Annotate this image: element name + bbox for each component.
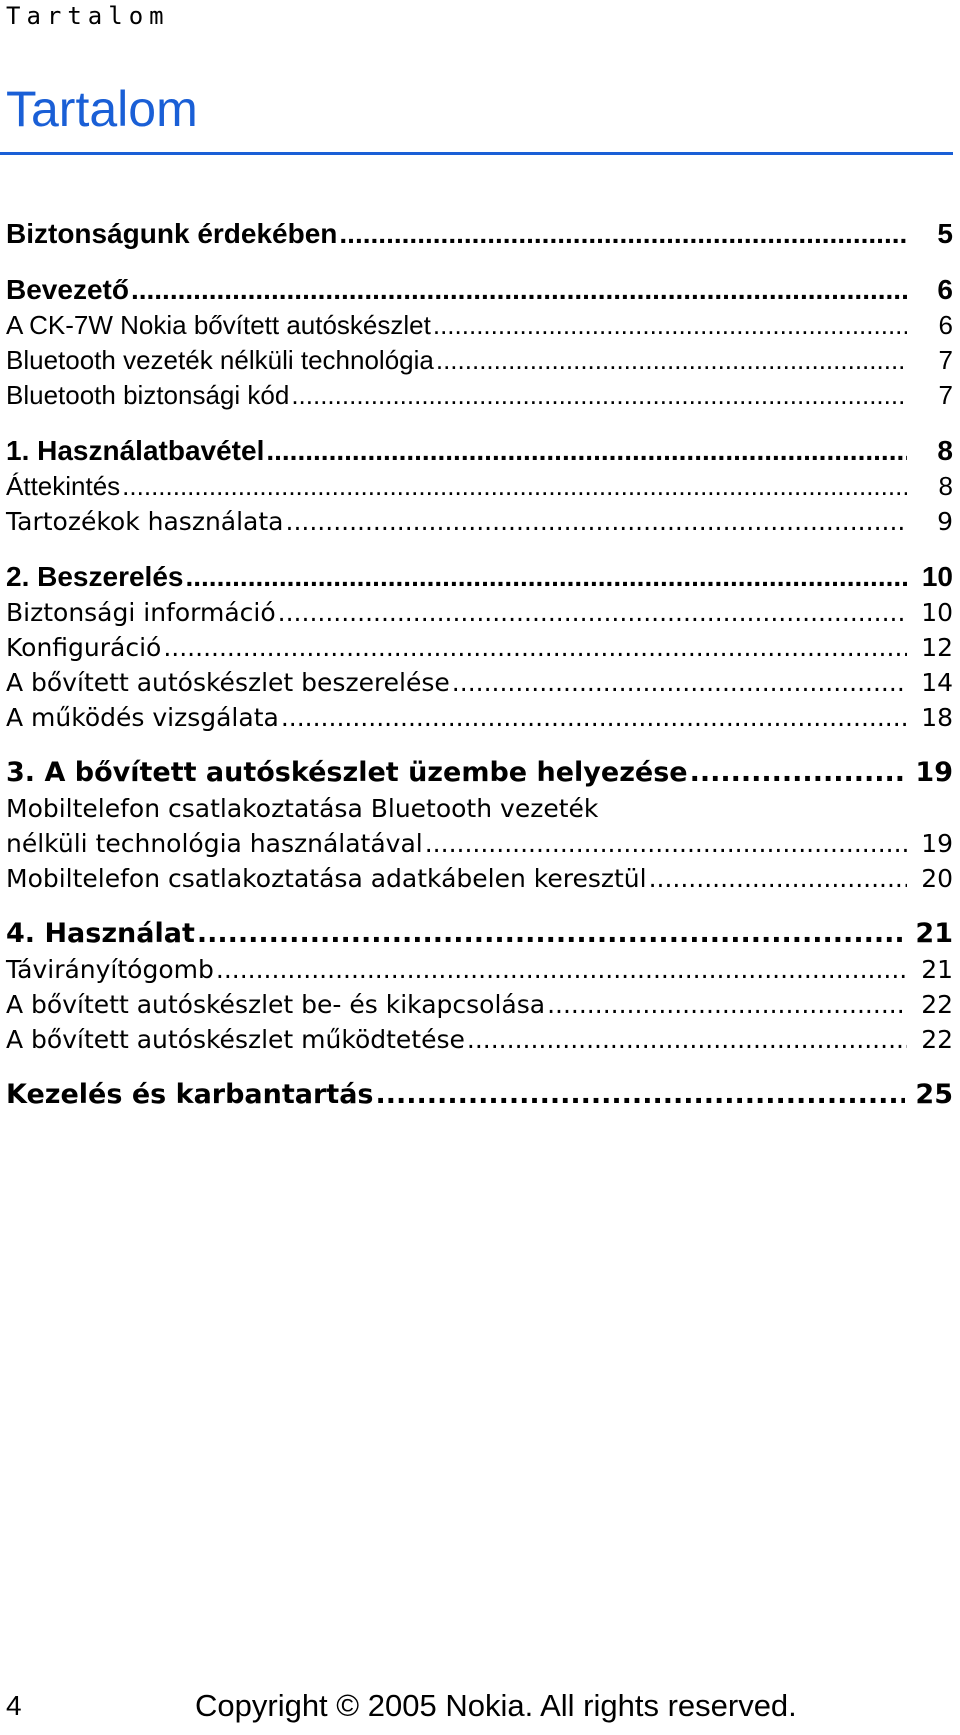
table-of-contents (6, 215, 953, 1132)
toc-page-number: 14 (921, 668, 953, 697)
toc-section-entry[interactable] (6, 915, 953, 952)
toc-entry-text: A bővített autóskészlet beszerelése (6, 668, 450, 697)
toc-page-number: 21 (921, 955, 953, 984)
toc-section-entry[interactable] (6, 754, 953, 791)
toc-entry[interactable] (6, 952, 953, 987)
dot-leader (131, 271, 907, 308)
dot-leader (281, 700, 907, 735)
toc-entry-text[interactable]: Mobiltelefon csatlakoztatása Bluetooth vezeték (6, 794, 599, 823)
toc-entry[interactable] (6, 1022, 953, 1057)
toc-page-number: 9 (937, 507, 953, 536)
toc-entry-text: nélküli technológia használatával (6, 829, 423, 858)
dot-leader (197, 915, 906, 952)
dot-leader (216, 952, 907, 987)
dot-leader (436, 343, 907, 378)
toc-page-number: 7 (938, 380, 953, 410)
toc-group (6, 754, 953, 896)
toc-entry-text: Mobiltelefon csatlakoztatása adatkábelen keresztül (6, 864, 647, 893)
toc-entry[interactable] (6, 469, 953, 504)
toc-page-number: 21 (915, 918, 953, 949)
toc-group (6, 1076, 953, 1113)
toc-page-number: 5 (937, 218, 953, 249)
toc-entry[interactable] (6, 826, 953, 861)
dot-leader (278, 595, 907, 630)
toc-page-number: 10 (921, 561, 953, 592)
toc-entry[interactable] (6, 987, 953, 1022)
toc-page-number: 19 (921, 829, 953, 858)
toc-entry[interactable] (6, 861, 953, 896)
toc-entry-text: A bővített autóskészlet működtetése (6, 1025, 465, 1054)
toc-entry[interactable] (6, 504, 953, 539)
dot-leader (547, 987, 907, 1022)
dot-leader (339, 215, 907, 252)
dot-leader (163, 630, 907, 665)
dot-leader (286, 504, 907, 539)
title-divider (0, 152, 953, 155)
toc-entry-text: Távirányítógomb (6, 955, 214, 984)
toc-page-number: 20 (921, 864, 953, 893)
toc-entry-text: Kezelés és karbantartás (6, 1079, 374, 1110)
toc-section-entry[interactable] (6, 1076, 953, 1113)
dot-leader (185, 558, 907, 595)
toc-page-number: 22 (921, 990, 953, 1019)
toc-group (6, 215, 953, 252)
toc-page-number: 12 (921, 633, 953, 662)
toc-entry-text: 3. A bővített autóskészlet üzembe helyezése (6, 757, 688, 788)
dot-leader (122, 469, 907, 504)
toc-section-entry[interactable] (6, 558, 953, 595)
toc-page-number: 22 (921, 1025, 953, 1054)
toc-entry-text: A bővített autóskészlet be- és kikapcsolása (6, 990, 546, 1019)
toc-entry-text: Konfiguráció (6, 633, 162, 662)
toc-entry-text: 4. Használat (6, 918, 195, 949)
toc-entry-text: 2. Beszerelés (6, 561, 184, 592)
toc-page-number: 19 (915, 757, 953, 788)
toc-entry-text: Bevezető (6, 274, 129, 305)
toc-entry-text: Bluetooth biztonsági kód (6, 380, 290, 410)
dot-leader (291, 378, 907, 413)
toc-entry-text: Biztonságunk érdekében (6, 218, 338, 249)
toc-entry-text: 1. Használatbavétel (6, 435, 265, 466)
toc-page-number: 7 (938, 345, 953, 375)
toc-page-number: 6 (938, 310, 953, 340)
toc-entry[interactable] (6, 700, 953, 735)
toc-entry[interactable] (6, 595, 953, 630)
toc-page-number: 6 (937, 274, 953, 305)
toc-entry[interactable] (6, 665, 953, 700)
toc-page-number: 25 (915, 1079, 953, 1110)
page-title: Tartalom (6, 81, 198, 137)
dot-leader (376, 1076, 906, 1113)
dot-leader (690, 754, 906, 791)
toc-section-entry[interactable] (6, 271, 953, 308)
toc-entry[interactable] (6, 308, 953, 343)
toc-group (6, 915, 953, 1057)
toc-entry-text: Biztonsági információ (6, 598, 276, 627)
dot-leader (433, 308, 907, 343)
footer-copyright: Copyright © 2005 Nokia. All rights reserved. (195, 1688, 797, 1723)
toc-page-number: 10 (921, 598, 953, 627)
dot-leader (452, 665, 907, 700)
toc-entry[interactable] (6, 343, 953, 378)
toc-entry-text: Tartozékok használata (6, 507, 284, 536)
toc-entry-text: Áttekintés (6, 471, 121, 501)
footer-page-number: 4 (6, 1690, 22, 1721)
toc-entry-text: Bluetooth vezeték nélküli technológia (6, 345, 434, 375)
dot-leader (266, 432, 907, 469)
toc-section-entry[interactable] (6, 432, 953, 469)
toc-entry-text: A működés vizsgálata (6, 703, 279, 732)
toc-page-number: 8 (938, 471, 953, 501)
toc-page-number: 8 (937, 435, 953, 466)
toc-page-number: 18 (921, 703, 953, 732)
toc-entry[interactable] (6, 378, 953, 413)
toc-entry[interactable] (6, 630, 953, 665)
toc-entry-text: A CK-7W Nokia bővített autóskészlet (6, 310, 431, 340)
toc-group (6, 432, 953, 539)
toc-group (6, 271, 953, 413)
dot-leader (649, 861, 907, 896)
toc-group (6, 558, 953, 735)
running-header: Tartalom (6, 2, 170, 30)
toc-section-entry[interactable] (6, 215, 953, 252)
dot-leader (425, 826, 907, 861)
dot-leader (467, 1022, 907, 1057)
